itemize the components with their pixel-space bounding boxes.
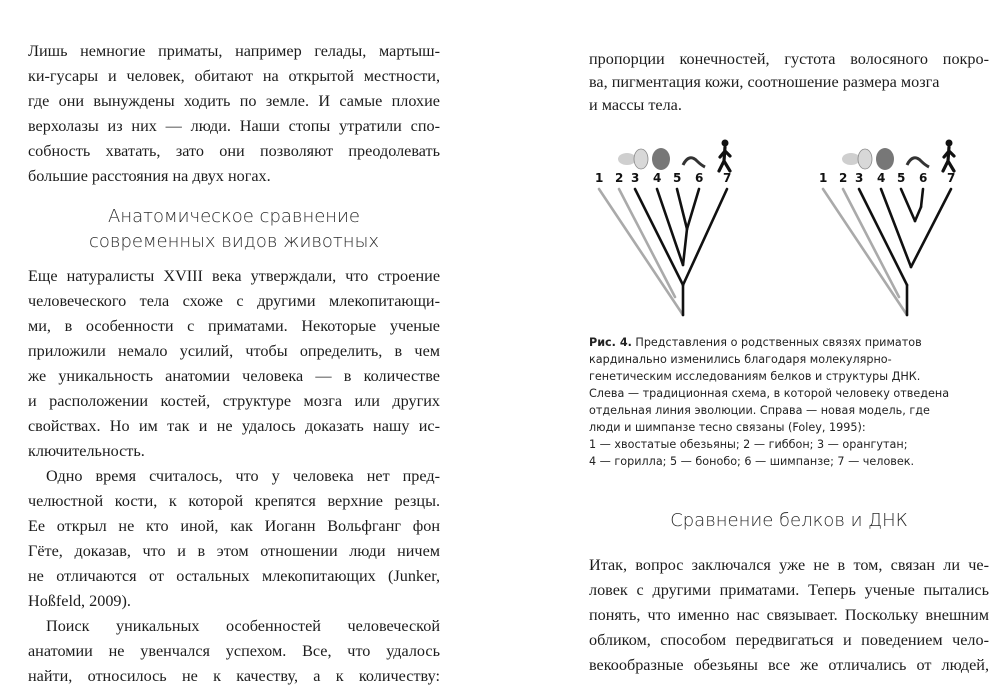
text-line: ми, в особенности с приматами. Некоторые ученые — [28, 317, 440, 335]
lineage-branch — [911, 189, 951, 267]
text-line: обликом, способом передвигаться и поведением чело- — [589, 631, 989, 649]
lineage-branch — [635, 189, 683, 285]
figure-caption-key: 4 — горилла; 5 — бонобо; 6 — шимпанзе; 7 — человек. — [589, 455, 915, 468]
lineage-branch — [599, 189, 683, 315]
lineage-branch — [619, 189, 675, 297]
text-line: верхолазы из них — люди. Наши стопы утратили спо- — [28, 117, 440, 135]
leaf-number: 7 — [947, 171, 956, 185]
section-heading: Анатомическое сравнение — [108, 206, 360, 227]
leaf-number: 7 — [723, 171, 732, 185]
lineage-branch — [683, 189, 727, 285]
text-line: большие расстояния на двух ногах. — [28, 167, 271, 185]
orangutan-icon — [634, 149, 648, 169]
leaf-number: 1 — [819, 171, 828, 185]
section-heading: Сравнение белков и ДНК — [670, 510, 908, 531]
figure-caption-line: Слева — традиционная схема, в которой человеку отведена — [589, 387, 950, 400]
figure-caption-line: кардинально изменились благодаря молекулярно- — [589, 353, 892, 366]
leaf-number: 2 — [839, 171, 848, 185]
lineage-branch — [921, 189, 923, 207]
text-line: ловек с другими приматами. Теперь ученые пытались — [589, 581, 989, 599]
lineage-branch — [901, 189, 915, 221]
text-line: не отличаются от остальных млекопитающих (Junker, — [28, 567, 440, 585]
leaf-number: 1 — [595, 171, 604, 185]
bonobo-icon — [683, 158, 705, 167]
gibbon-icon — [842, 153, 860, 165]
text-line: где они вынуждены ходить по земле. И самые плохие — [28, 92, 440, 110]
text-line: человеческого тела схоже с другими млекопитающи- — [28, 292, 440, 310]
phylogeny-figure — [589, 137, 989, 327]
text-line: свойствах. Но им так и не удалось доказать нашу ис- — [28, 417, 440, 435]
text-line: понять, что именно нас связывает. Поскольку внешним — [589, 606, 989, 624]
text-line: ки-гусары и человек, обитают на открытой местности, — [28, 67, 440, 85]
text-line: приложили немало усилий, чтобы определить, в чем — [28, 342, 440, 360]
orangutan-icon — [858, 149, 872, 169]
leaf-number: 3 — [855, 171, 864, 185]
lineage-branch — [823, 189, 907, 315]
text-line: и расположении костей, структуре мозга или других — [28, 392, 440, 410]
text-line: и массы тела. — [589, 96, 682, 114]
text-line: Еще натуралисты XVIII века утверждали, что строение — [28, 267, 440, 285]
text-line: Одно время считалось, что у человека нет пред- — [46, 467, 440, 485]
text-line: Лишь немногие приматы, например гелады, мартыш- — [28, 42, 440, 60]
figure-caption-line: люди и шимпанзе тесно связаны (Foley, 1995): — [589, 421, 866, 434]
human-figure-icon — [943, 147, 954, 171]
figure-label: Рис. 4. — [589, 336, 632, 349]
text-line: Итак, вопрос заключался уже не в том, связан ли че- — [589, 556, 989, 574]
bonobo-icon — [907, 158, 929, 167]
modern-tree — [819, 140, 955, 316]
gorilla-icon — [876, 148, 894, 170]
leaf-number: 4 — [877, 171, 886, 185]
section-heading: современных видов животных — [88, 231, 379, 252]
gorilla-icon — [652, 148, 670, 170]
lineage-branch — [677, 189, 687, 229]
leaf-number: 6 — [919, 171, 928, 185]
figure-caption-key: 1 — хвостатые обезьяны; 2 — гиббон; 3 — орангутан; — [589, 438, 908, 451]
lineage-branch — [915, 207, 921, 221]
figure-caption-line: Рис. 4. Представления о родственных связях приматов — [589, 336, 922, 349]
text-line: ключительность. — [28, 442, 145, 460]
leaf-number: 6 — [695, 171, 704, 185]
leaf-number: 5 — [897, 171, 906, 185]
human-figure-icon — [719, 147, 730, 171]
leaf-number: 3 — [631, 171, 640, 185]
figure-caption-line: отдельная линия эволюции. Справа — новая модель, где — [589, 404, 930, 417]
lineage-branch — [843, 189, 899, 297]
phylogeny-diagrams — [589, 137, 989, 327]
lineage-branch — [683, 229, 687, 265]
text-line: Ее открыл не кто иной, как Иоганн Вольфганг фон — [28, 517, 440, 535]
text-line: пропорции конечностей, густота волосяного покро- — [589, 50, 989, 68]
leaf-number: 2 — [615, 171, 624, 185]
lineage-branch — [687, 189, 699, 229]
leaf-number: 4 — [653, 171, 662, 185]
traditional-tree — [595, 140, 731, 316]
text-line: найти, относилось не к качеству, а к количеству: — [28, 667, 440, 685]
text-line: векообразные обезьяны все же отличались от людей, — [589, 656, 989, 674]
figure-caption-line: генетическим исследованиям белков и структуры ДНК. — [589, 370, 921, 383]
text-line: Поиск уникальных особенностей человеческой — [46, 617, 440, 635]
text-line: же уникальность анатомии человека — в количестве — [28, 367, 440, 385]
text-line: Hoßfeld, 2009). — [28, 592, 131, 610]
text-line: анатомии не увенчался успехом. Все, что удалось — [28, 642, 440, 660]
text-line: челюстной кости, к которой крепятся верхние резцы. — [28, 492, 440, 510]
text-line: Гёте, доказав, что и в этом отношении люди ничем — [28, 542, 440, 560]
gibbon-icon — [618, 153, 636, 165]
text-line: собность хватать, зато они позволяют преодолевать — [28, 142, 440, 160]
leaf-number: 5 — [673, 171, 682, 185]
text-line: ва, пигментация кожи, соотношение размера мозга — [589, 73, 940, 91]
